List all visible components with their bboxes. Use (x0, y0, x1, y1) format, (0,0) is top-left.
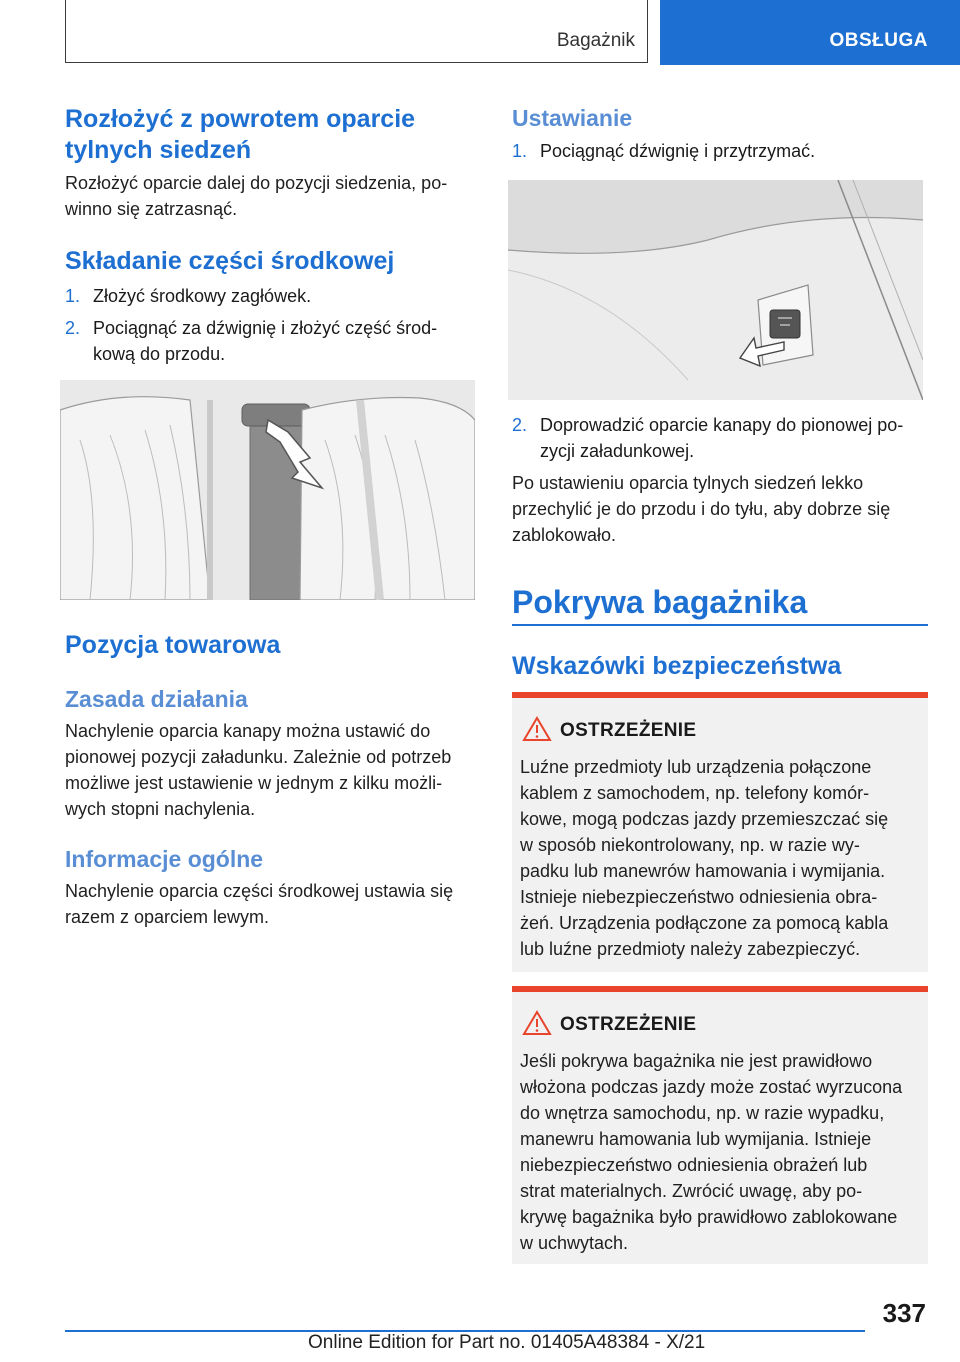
setting-step1-list (512, 138, 928, 164)
header-chapter-tab (65, 0, 648, 63)
warning-line: w uchwytach. (520, 1233, 629, 1253)
list-item (65, 315, 475, 367)
fold-back-text-line1: Rozłożyć oparcie dalej do pozycji siedzenia, po- (65, 173, 448, 193)
warning-title: OSTRZEŻENIE (560, 1014, 697, 1035)
warning-box (512, 986, 928, 1264)
step-text-line1: Doprowadzić oparcie kanapy do pionowej po- (540, 415, 904, 435)
principle-line: wych stopni nachylenia. (65, 799, 256, 819)
warning-line: manewru hamowania lub wymijania. Istnieje (520, 1129, 872, 1149)
step-text: Pociągnąć dźwignię i przytrzymać. (540, 141, 816, 161)
header-section-tab (660, 0, 960, 65)
fold-back-heading-line1: Rozłożyć z powrotem oparcie (65, 105, 416, 133)
warning-line: krywę bagażnika było prawidłowo zablokowane (520, 1207, 898, 1227)
fold-back-heading (65, 104, 415, 166)
fold-back-text (65, 170, 475, 222)
fold-back-text-line2: winno się zatrzasnąć. (65, 199, 238, 219)
principle-line: pionowej pozycji załadunku. Zależnie od potrzeb (65, 747, 452, 767)
rear-seat-drawing (60, 380, 475, 600)
warning-triangle-icon (522, 1010, 552, 1036)
middle-section-heading: Składanie części środkowej (65, 247, 395, 275)
warning-line: do wnętrza samochodu, np. w razie wypadku, (520, 1103, 885, 1123)
step-text: Złożyć środkowy zagłówek. (93, 286, 312, 306)
warning-line: włożona podczas jazdy może zostać wyrzucona (520, 1077, 903, 1097)
step-text-line2: zycji załadunkowej. (540, 441, 695, 461)
after-line: przechylić je do przodu i do tyłu, aby dobrze się (512, 499, 891, 519)
chapter-title: Bagażnik (556, 30, 635, 51)
setting-heading: Ustawianie (512, 105, 633, 131)
warning-line: Jeśli pokrywa bagażnika nie jest prawidłowo (520, 1051, 873, 1071)
warning-box (512, 692, 928, 972)
warning-text (520, 754, 922, 962)
after-setting-text (512, 470, 928, 548)
list-item (512, 412, 928, 464)
rear-seat-illustration (60, 380, 475, 600)
fold-back-heading-line2: tylnych siedzeń (65, 136, 252, 164)
warning-triangle-icon (522, 716, 552, 742)
step-number: 2. (512, 415, 528, 435)
warning-line: Istnieje niebezpieczeństwo odniesienia obra- (520, 887, 878, 907)
middle-steps-list (65, 283, 475, 367)
warning-line: kowe, mogą podczas jazdy przemieszczać się (520, 809, 889, 829)
warning-line: Luźne przedmioty lub urządzenia połączone (520, 757, 872, 777)
setting-step2-list (512, 412, 928, 464)
principle-line: możliwe jest ustawienie w jednym z kilku możli- (65, 773, 443, 793)
step-number: 1. (512, 141, 528, 161)
lever-illustration (508, 180, 923, 400)
step-text-line1: Pociągnąć za dźwignię i złożyć część środ- (93, 318, 438, 338)
warning-line: niebezpieczeństwo odniesienia obrażeń lub (520, 1155, 868, 1175)
warning-text (520, 1048, 922, 1256)
warning-line: w sposób niekontrolowany, np. w razie wy- (520, 835, 860, 855)
warning-line: żeń. Urządzenia podłączone za pomocą kabla (520, 913, 889, 933)
warning-line: kablem z samochodem, np. telefony komór- (520, 783, 870, 803)
step-number: 2. (65, 318, 81, 338)
after-line: zablokowało. (512, 525, 617, 545)
list-item (65, 283, 475, 309)
lever-drawing (508, 180, 923, 400)
general-info-heading: Informacje ogólne (65, 846, 264, 872)
step-text-line2: kową do przodu. (93, 344, 226, 364)
warning-line: lub luźne przedmioty należy zabezpieczyć. (520, 939, 861, 959)
section-title: OBSŁUGA (829, 30, 928, 51)
general-info-text (65, 878, 475, 930)
after-line: Po ustawieniu oparcia tylnych siedzeń lekko (512, 473, 864, 493)
general-line: Nachylenie oparcia części środkowej ustawia się (65, 881, 454, 901)
warning-line: strat materialnych. Zwrócić uwagę, aby po- (520, 1181, 863, 1201)
section-divider (512, 624, 928, 626)
warning-line: padku lub manewrów hamowania i wymijania. (520, 861, 886, 881)
step-number: 1. (65, 286, 81, 306)
list-item (512, 138, 928, 164)
cargo-position-heading: Pozycja towarowa (65, 631, 281, 659)
principle-line: Nachylenie oparcia kanapy można ustawić do (65, 721, 431, 741)
general-line: razem z oparciem lewym. (65, 907, 270, 927)
principle-text (65, 718, 475, 822)
principle-heading: Zasada działania (65, 686, 248, 712)
safety-heading: Wskazówki bezpieczeństwa (512, 652, 842, 680)
page-number: 337 (882, 1298, 926, 1328)
trunk-lid-heading: Pokrywa bagażnika (512, 584, 808, 620)
warning-title: OSTRZEŻENIE (560, 720, 697, 741)
edition-footer: Online Edition for Part no. 01405A48384 - X/21 (308, 1332, 706, 1353)
